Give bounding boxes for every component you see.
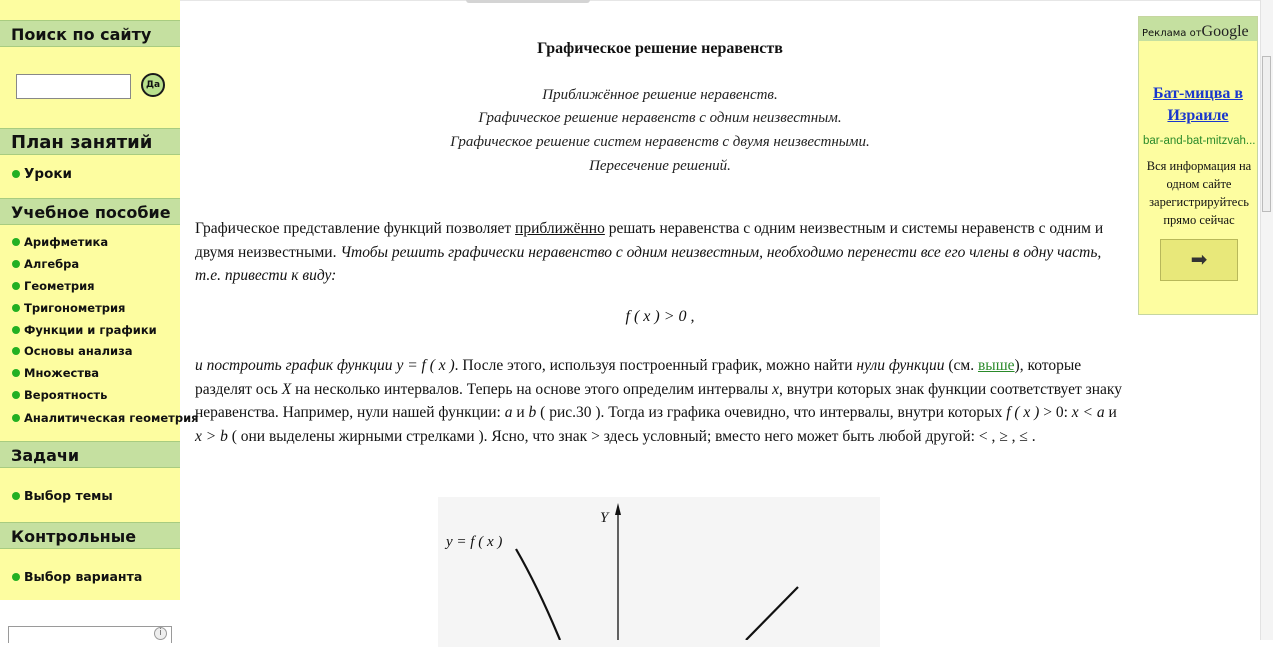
ad-description: Вся информация на одном сайте зарегистрируйтесь прямо сейчас [1146, 159, 1252, 227]
sidebar-item-choose-topic[interactable]: Выбор темы [12, 488, 113, 503]
tests-heading: Контрольные [0, 522, 180, 549]
top-tab [466, 0, 590, 3]
toc-link[interactable]: Графическое решение систем неравенств с двумя неизвестными. [450, 134, 870, 150]
sidebar-item-sets[interactable]: Множества [12, 366, 99, 380]
approx-link[interactable]: приближённо [515, 220, 605, 237]
google-logo: Google [1201, 23, 1249, 40]
tasks-heading: Задачи [0, 441, 180, 468]
top-border [180, 0, 1273, 1]
sidebar-item-trigonometry[interactable]: Тригонометрия [12, 301, 125, 315]
bullet-icon [12, 347, 20, 355]
sidebar-item-algebra[interactable]: Алгебра [12, 257, 79, 271]
page-title: Графическое решение неравенств [537, 40, 783, 57]
paragraph-intro: Графическое представление функций позволяет приближённо решать неравенства с одним неизвестным и системы неравенств с одним и двумя неизвестными. Чтобы решить графически неравенство с одним неизвестным, необходимо перенести все его члены в одну часть, т.е. привести к виду: [195, 220, 1104, 284]
scrollbar-thumb[interactable] [1262, 56, 1271, 212]
inequality-formula: f ( x ) > 0 , [625, 308, 695, 325]
toc-link[interactable]: Приближённое решение неравенств. [542, 87, 778, 103]
plan-heading: План занятий [0, 128, 180, 155]
toc-link[interactable]: Пересечение решений. [589, 158, 731, 174]
search-input[interactable] [16, 74, 131, 99]
paragraph-method: и построить график функции y = f ( x ). После этого, используя построенный график, можно найти нули функции (см. выше), которые разделят ось X на несколько интервалов. Теперь на основе этого определим интервалы x, внутри которых знак функции соответствует знаку неравенства. Например, нули нашей функции: a и b ( рис.30 ). Тогда из графика очевидно, что интервалы, внутри которых f ( x ) > 0: x < a и x > b ( они выделены жирными стрелками ). Ясно, что знак > здесь условный; вместо него может быть любой другой: < , ≥ , ≤ . [195, 357, 1122, 445]
curve-left-branch [516, 549, 560, 640]
left-sidebar [0, 0, 199, 600]
bottom-search-box[interactable] [8, 626, 172, 643]
sidebar-item-functions[interactable]: Функции и графики [12, 323, 157, 337]
sidebar-item-choose-variant[interactable]: Выбор варианта [12, 569, 142, 584]
ad-title-link[interactable]: Бат-мицва в Израиле [1153, 85, 1243, 124]
sidebar-item-analysis[interactable]: Основы анализа [12, 344, 133, 358]
info-icon: i [154, 627, 167, 640]
function-graph [438, 497, 880, 640]
y-axis-arrow [615, 503, 621, 515]
above-link[interactable]: выше [977, 357, 1015, 374]
ad-header: Реклама отGoogle [1139, 17, 1257, 41]
toc-link[interactable]: Графическое решение неравенств с одним неизвестным. [478, 110, 842, 126]
sidebar-item-analytic-geometry[interactable]: Аналитическая геометрия [12, 411, 199, 425]
search-heading: Поиск по сайту [0, 20, 180, 47]
bullet-icon [12, 414, 20, 422]
search-button[interactable]: Да [141, 73, 165, 97]
bullet-icon [12, 170, 20, 178]
y-axis-label: Y [600, 510, 609, 526]
bullet-icon [12, 238, 20, 246]
bullet-icon [12, 326, 20, 334]
curve-label: y = f ( x ) [446, 534, 503, 550]
arrow-right-icon: ➡ [1190, 249, 1208, 271]
bullet-icon [12, 573, 20, 581]
bullet-icon [12, 492, 20, 500]
sidebar-item-arithmetic[interactable]: Арифметика [12, 235, 108, 249]
google-ad-block [1138, 16, 1258, 315]
textbook-heading: Учебное пособие [0, 198, 180, 225]
sidebar-item-geometry[interactable]: Геометрия [12, 279, 95, 293]
bullet-icon [12, 391, 20, 399]
sidebar-item-probability[interactable]: Вероятность [12, 388, 107, 402]
bullet-icon [12, 260, 20, 268]
sidebar-item-lessons[interactable]: Уроки [12, 166, 72, 182]
function-graph-figure [438, 497, 880, 647]
bullet-icon [12, 304, 20, 312]
ad-url-link[interactable]: bar-and-bat-mitzvah... [1143, 135, 1255, 147]
bullet-icon [12, 282, 20, 290]
ad-go-button[interactable] [1160, 239, 1238, 281]
curve-right-branch [746, 587, 798, 640]
bullet-icon [12, 369, 20, 377]
